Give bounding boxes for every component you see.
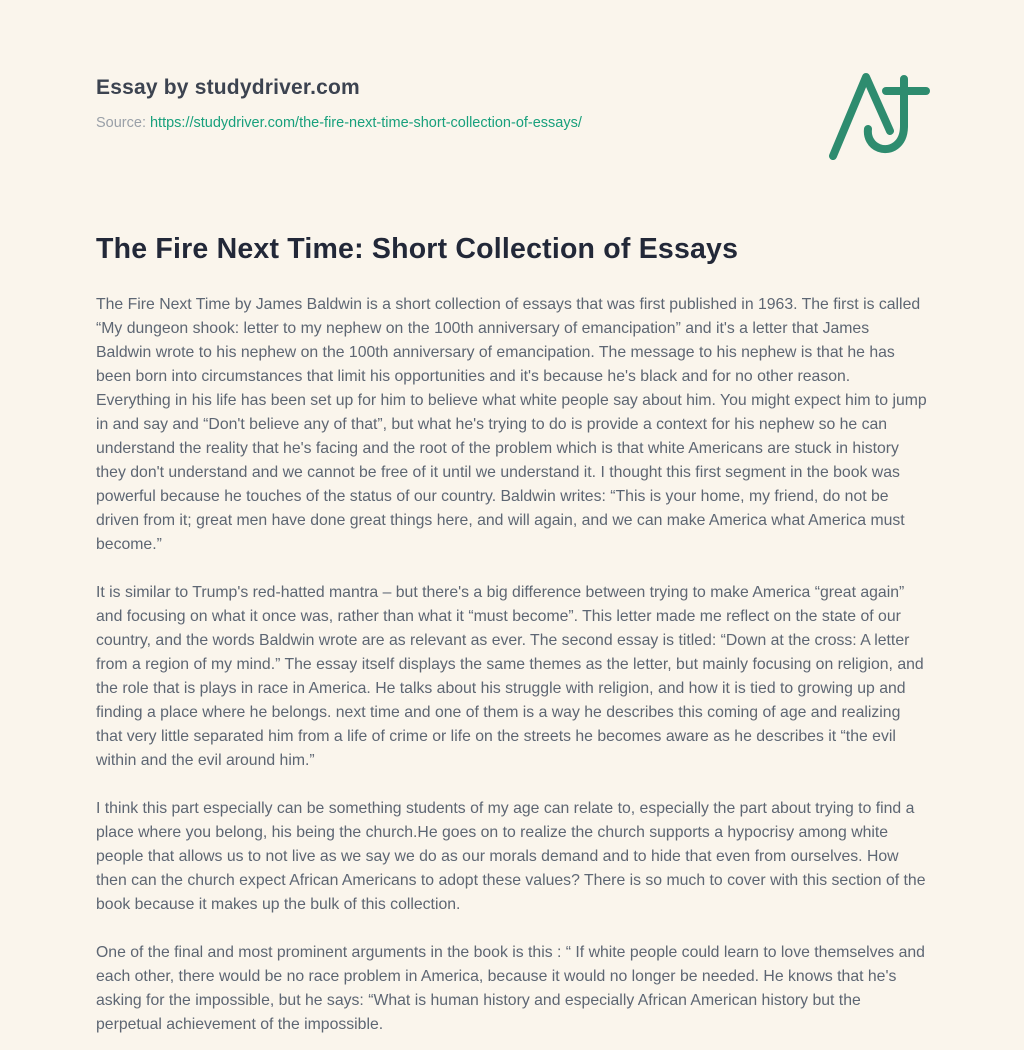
source-link[interactable]: https://studydriver.com/the-fire-next-time-short-collection-of-essays/ [149,115,582,131]
essay-paragraph-2: It is similar to Trump's red-hatted mantra – but there's a big difference between trying to make America “great again” and focusing on what it once was, rather than what it “must become”. This letter made me reflect on the state of our country, and the words Baldwin wrote are as relevant as ever. The second essay is titled: “Down at the cross: A letter from a region of my mind.” The essay itself displays the same themes as the letter, but mainly focusing on religion, and the role that is plays in race in America. He talks about his struggle with religion, and how it is tied to growing up and finding a place where he belongs. next time and one of them is a way he describes this coming of age and realizing that very little separated him from a life of crime or life on the streets he becomes aware as he describes it “the evil within and the evil around him.” [96,584,924,769]
essay-body [96,293,928,1037]
source-label: Source: [96,115,146,131]
essay-paragraph-3: I think this part especially can be something students of my age can relate to, especially the part about trying to find a place where you belong, his being the church.He goes on to realize the church supports a hypocrisy among white people that allows us to not live as we say we do as our morals demand and to hide that even from ourselves. How then can the church expect African Americans to adopt these values? There is so much to cover with this section of the book because it makes up the bulk of this collection. [96,800,926,913]
studydriver-logo-icon [826,68,934,164]
source-line [96,115,928,131]
byline: Essay by studydriver.com [96,76,360,99]
page-title: The Fire Next Time: Short Collection of Essays [96,233,739,265]
essay-paragraph-4: One of the final and most prominent arguments in the book is this : “ If white people could learn to love themselves and each other, there would be no race problem in America, because it would no longer be needed. He knows that he's asking for the impossible, but he says: “What is human history and especially African American history but the perpetual achievement of the impossible. [96,944,925,1033]
essay-paragraph-1: The Fire Next Time by James Baldwin is a short collection of essays that was first published in 1963. The first is called “My dungeon shook: letter to my nephew on the 100th anniversary of emancipation” and it's a letter that James Baldwin wrote to his nephew on the 100th anniversary of emancipation. The message to his nephew is that he has been born into circumstances that limit his opportunities and it's because he's black and for no other reason. Everything in his life has been set up for him to believe what white people say about him. You might expect him to jump in and say and “Don't believe any of that”, but what he's trying to do is provide a context for his nephew so he can understand the reality that he's facing and the root of the problem which is that white Americans are stuck in history they don't understand and we cannot be free of it until we understand it. I thought this first segment in the book was powerful because he touches of the status of our country. Baldwin writes: “This is your home, my friend, do not be driven from it; great men have done great things here, and will again, and we can make America what America must become.” [96,296,927,553]
